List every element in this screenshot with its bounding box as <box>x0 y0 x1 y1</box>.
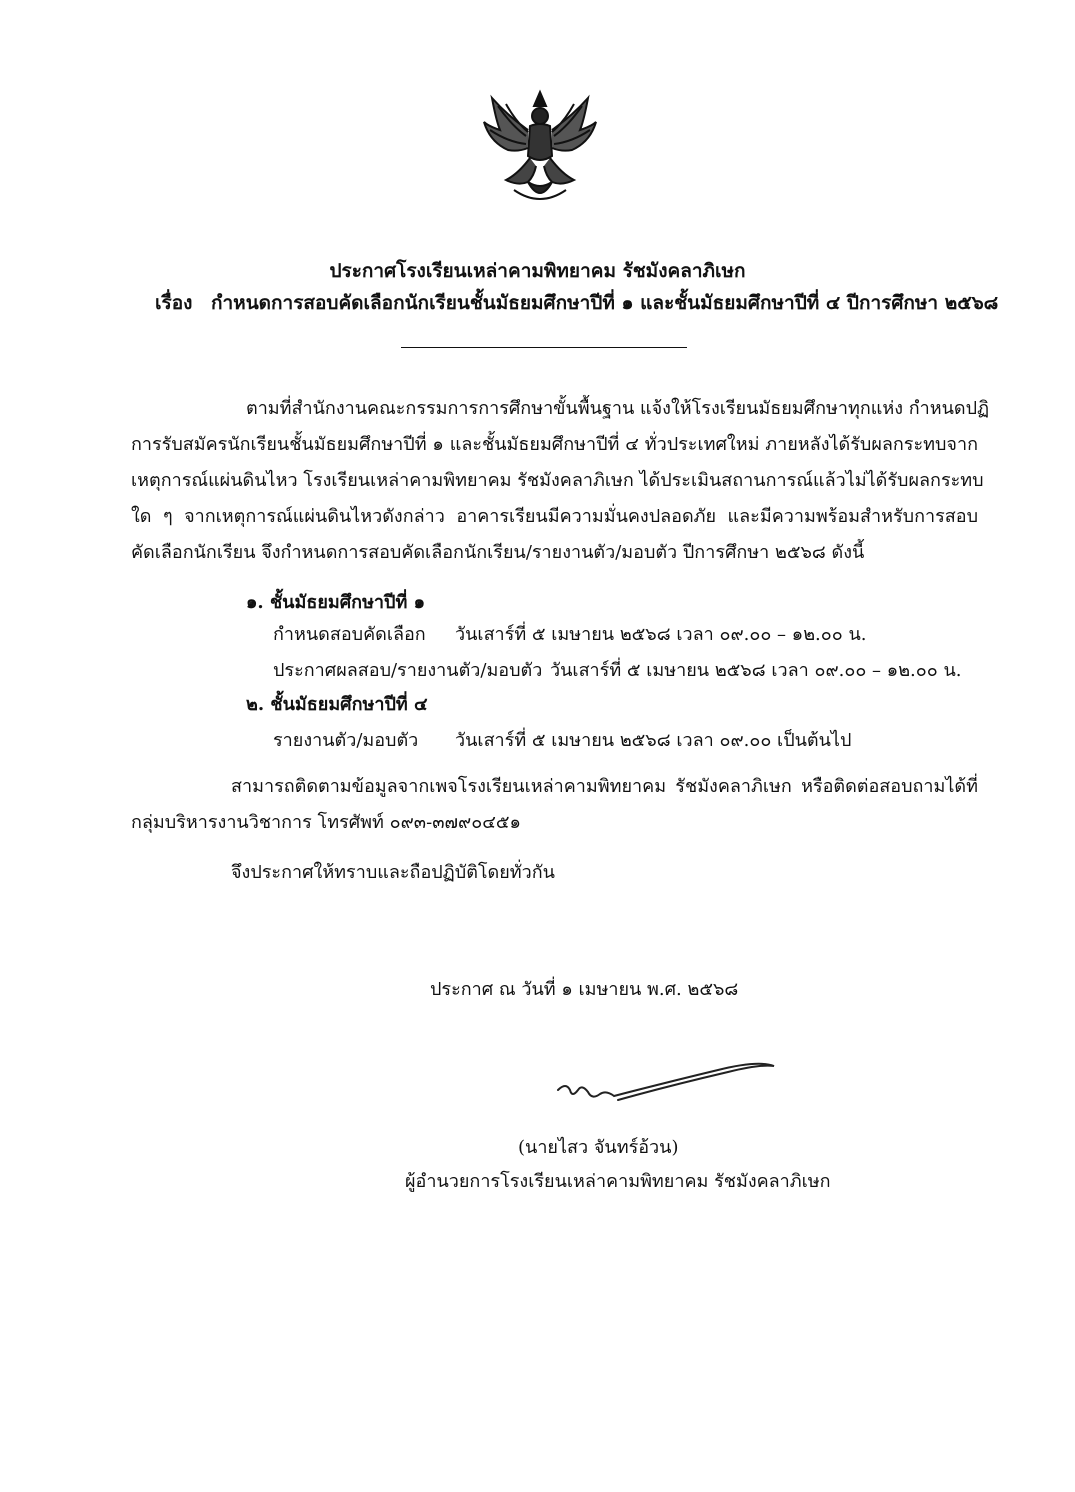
section2-item1-value: วันเสาร์ที่ ๕ เมษายน ๒๕๖๘ เวลา ๐๙.๐๐ เป็นต้นไป <box>455 730 852 751</box>
signer-title: ผู้อำนวยการโรงเรียนเหล่าคามพิทยาคม รัชมังคลาภิเษก <box>405 1171 831 1192</box>
section1-item2-label: ประกาศผลสอบ/รายงานตัว/มอบตัว <box>273 660 543 681</box>
signature-icon <box>548 1052 780 1114</box>
document-title: ประกาศโรงเรียนเหล่าคามพิทยาคม รัชมังคลาภิเษก <box>329 260 746 282</box>
subject-text: กำหนดการสอบคัดเลือกนักเรียนชั้นมัธยมศึกษาปีที่ ๑ และชั้นมัธยมศึกษาปีที่ ๔ ปีการศึกษา ๒๕๖๘ <box>211 292 999 314</box>
section2-heading: ๒. ชั้นมัธยมศึกษาปีที่ ๔ <box>246 694 428 715</box>
title-divider <box>401 347 687 348</box>
paragraph-line: คัดเลือกนักเรียน จึงกำหนดการสอบคัดเลือกนักเรียน/รายงานตัว/มอบตัว ปีการศึกษา ๒๕๖๘ ดังนี้ <box>131 542 865 563</box>
contact-line: สามารถติดตามข้อมูลจากเพจโรงเรียนเหล่าคามพิทยาคม รัชมังคลาภิเษก หรือติดต่อสอบถามได้ที่ <box>231 776 978 797</box>
subject-label: เรื่อง <box>155 292 193 314</box>
section1-item1-value: วันเสาร์ที่ ๕ เมษายน ๒๕๖๘ เวลา ๐๙.๐๐ – ๑๒.๐๐ น. <box>455 624 867 645</box>
document-subject <box>155 288 998 318</box>
section2-item1-label: รายงานตัว/มอบตัว <box>273 730 419 751</box>
garuda-emblem-icon <box>478 86 602 210</box>
section1-item1-label: กำหนดสอบคัดเลือก <box>273 624 426 645</box>
paragraph-line: การรับสมัครนักเรียนชั้นมัธยมศึกษาปีที่ ๑ และชั้นมัธยมศึกษาปีที่ ๔ ทั่วประเทศใหม่ ภายหลังได้รับผลกระทบจาก <box>131 434 978 455</box>
paragraph-line: เหตุการณ์แผ่นดินไหว โรงเรียนเหล่าคามพิทยาคม รัชมังคลาภิเษก ได้ประเมินสถานการณ์แล้วไม่ได้รับผลกระทบ <box>131 470 984 491</box>
contact-line: กลุ่มบริหารงานวิชาการ โทรศัพท์ ๐๙๓-๓๗๙๐๔๕๑ <box>131 812 521 833</box>
section1-heading: ๑. ชั้นมัธยมศึกษาปีที่ ๑ <box>246 592 426 613</box>
paragraph-line: ใด ๆ จากเหตุการณ์แผ่นดินไหวดังกล่าว อาคารเรียนมีความมั่นคงปลอดภัย และมีความพร้อมสำหรับการสอบ <box>131 506 978 527</box>
announcement-date: ประกาศ ณ วันที่ ๑ เมษายน พ.ศ. ๒๕๖๘ <box>430 979 739 1000</box>
closing-statement: จึงประกาศให้ทราบและถือปฏิบัติโดยทั่วกัน <box>231 862 555 883</box>
section1-item2-value: วันเสาร์ที่ ๕ เมษายน ๒๕๖๘ เวลา ๐๙.๐๐ – ๑๒.๐๐ น. <box>550 660 962 681</box>
paragraph-line: ตามที่สำนักงานคณะกรรมการการศึกษาขั้นพื้นฐาน แจ้งให้โรงเรียนมัธยมศึกษาทุกแห่ง กำหนดปฏิ <box>246 398 990 419</box>
signer-name: (นายไสว จันทร์อ้วน) <box>518 1137 679 1158</box>
